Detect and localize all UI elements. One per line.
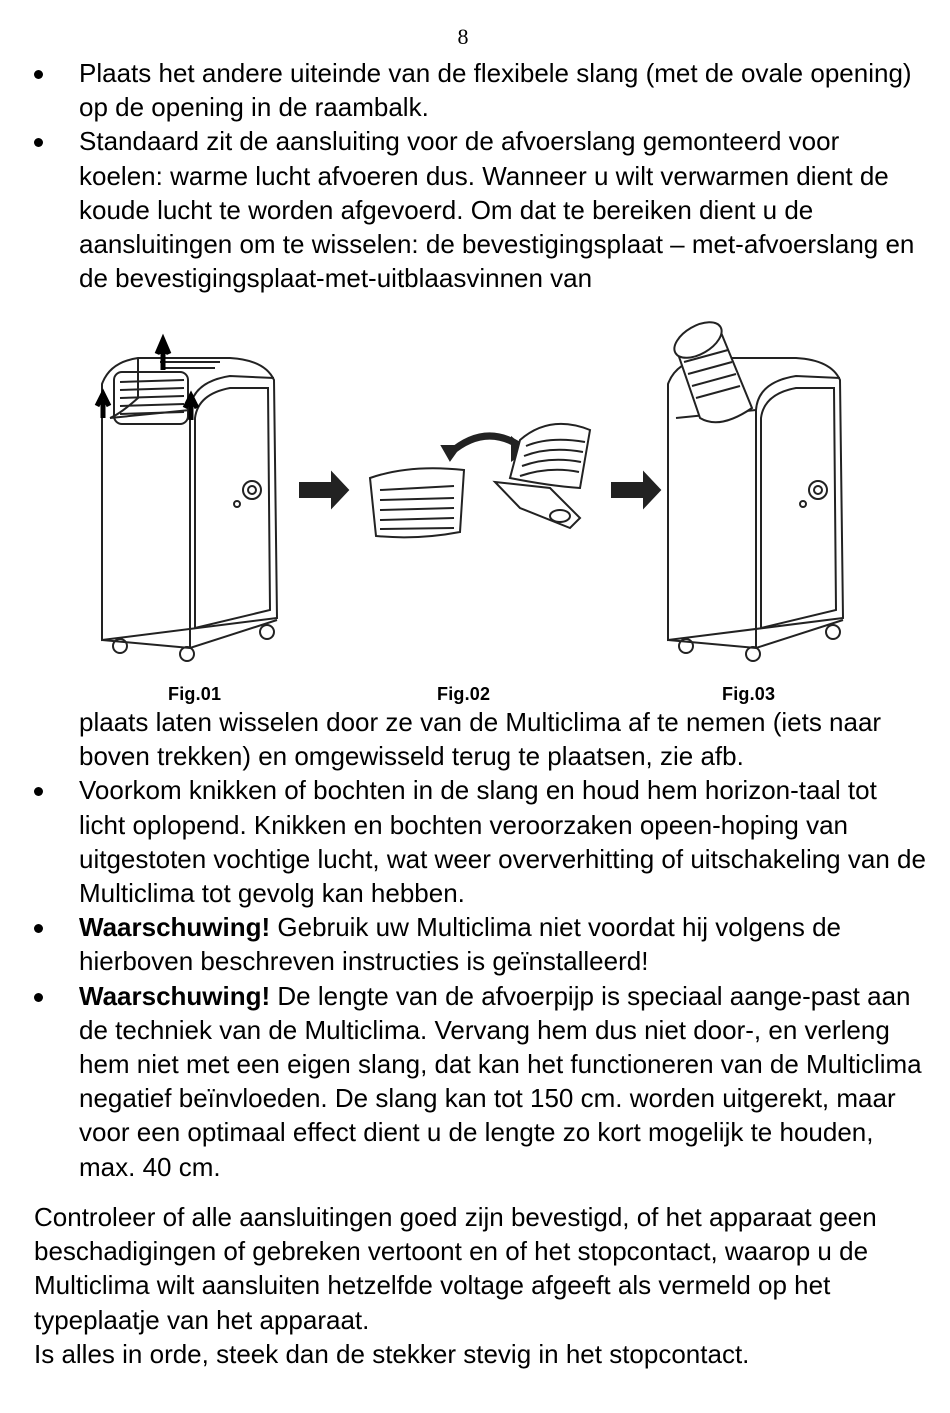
arrow-right-icon — [300, 473, 348, 507]
bullet-list — [0, 705, 930, 1184]
warning-label: Waarschuwing! — [79, 980, 271, 1011]
bullet-text: Gebruik uw Multiclima niet voordat hij volgens de hierboven beschreven instructies is geïnstalleerd! — [79, 912, 841, 977]
bullet-dot — [34, 787, 43, 796]
bullet-dot — [34, 993, 43, 1002]
fig01-label: Fig.01 — [168, 684, 222, 704]
swap-arrow-icon — [450, 436, 520, 453]
air-conditioner-figure — [80, 318, 880, 710]
exhaust-grill-plate-drawing — [370, 468, 464, 537]
closing-line: Is alles in orde, steek dan de stekker stevig in het stopcontact. — [34, 1338, 750, 1369]
exhaust-swap-illustration — [80, 318, 880, 678]
bullet-text: De lengte van de afvoerpijp is speciaal aange-past aan de techniek van de Multiclima. Vervang hem dus niet door-, en verleng hem niet met een eigen slang, dat kan het functioneren van de Multiclima negatief beïnvloeden. De slang kan tot 150 cm. worden uitgerekt, maar voor een optimaal effect dient u de lengte zo kort mogelijk te houden, max. 40 cm. — [79, 980, 922, 1182]
fig02-label: Fig.02 — [437, 684, 491, 704]
warning-label: Waarschuwing! — [79, 912, 271, 943]
bullet-text: Voorkom knikken of bochten in de slang en houd hem horizon-taal tot licht oplopend. Knikken en bochten veroorzaken opeen-hoping van uitgestoten vochtige lucht, wat weer oververhitting of uitschakeling van de Multiclima tot gevolg kan hebben. — [79, 775, 926, 909]
arrow-right-icon — [612, 473, 660, 507]
bullet-text: Plaats het andere uiteinde van de flexibele slang (met de ovale opening) op de opening in de raambalk. — [79, 58, 912, 123]
bullet-item — [0, 56, 930, 124]
bullet-text: Standaard zit de aansluiting voor de afvoerslang gemonteerd voor koelen: warme lucht afvoeren dus. Wanneer u wilt verwarmen dient de koude lucht te worden afgevoerd. Om dat te bereiken dient u de aansluitingen om te wisselen: de bevestigingsplaat – met-afvoerslang en de bevestigingsplaat-met-uitblaasvinnen van — [79, 126, 915, 294]
unit-fig03-drawing — [668, 318, 843, 661]
fig03-label: Fig.03 — [722, 684, 776, 704]
bullet-continuation — [0, 705, 930, 773]
page-number: 8 — [457, 24, 469, 49]
bullet-item — [0, 910, 930, 978]
closing-paragraph: Controleer of alle aansluitingen goed zijn bevestigd, of het apparaat geen beschadigingen of gebreken vertoont en of het stopcontact, waarop u de Multiclima wilt aansluiten hetzelfde voltage afgeeft als vermeld op het typeplaatje van het apparaat. — [34, 1202, 877, 1335]
intro-bullet-list — [0, 56, 930, 295]
bullet-item — [0, 979, 930, 1184]
unit-fig01-drawing — [97, 340, 277, 661]
closing-section — [34, 1200, 914, 1371]
bullet-dot — [34, 138, 43, 147]
continued-text: plaats laten wisselen door ze van de Multiclima af te nemen (iets naar boven trekken) en omgewisseld terug te plaatsen, zie afb. — [79, 707, 882, 772]
bullet-dot — [34, 924, 43, 933]
bullet-item — [0, 124, 930, 295]
bullet-item — [0, 773, 930, 910]
bullet-dot — [34, 70, 43, 79]
